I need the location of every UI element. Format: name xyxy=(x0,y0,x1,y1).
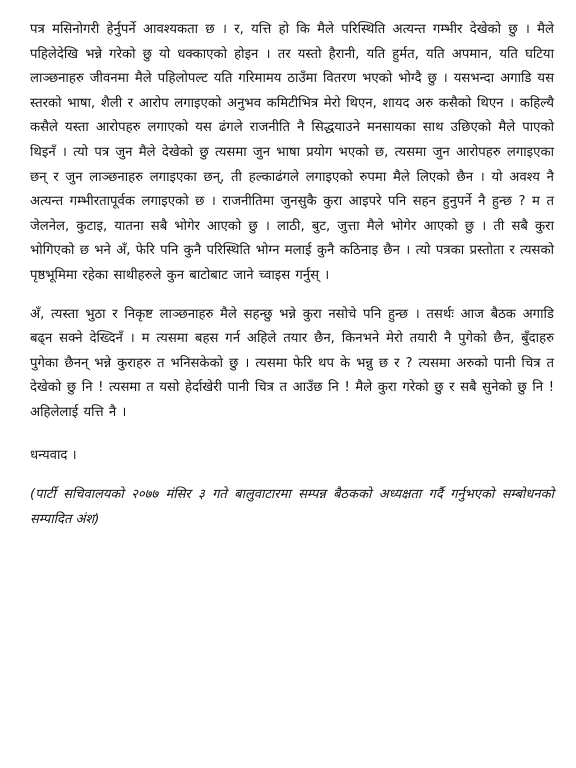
closing-thanks: धन्यवाद । xyxy=(30,447,77,463)
paragraph-1: पत्र मसिनोगरी हेर्नुपर्ने आवश्यकता छ । र, यत्ति हो कि मैले परिस्थिति अत्यन्त गम्भीर देखेको छु । मैले पहिलेदेखि भन्ने गरेको छु यो धक्काएको होइन । तर यस्तो हैरानी, यति हुर्मत, यति अपमान, यति घटिया लाञ्छनाहरु जीवनमा मैले पहिलोपल्ट यति गरिमामय ठाउँमा वितरण भएको भोग्दै छु । यसभन्दा अगाडि यस स्तरको भाषा, शैली र आरोप लगाइएको अनुभव कमिटीभित्र मेरो थिएन, शायद अरु कसैको थिएन । कहिल्यै कसैले यस्ता आरोपहरु लगाएको यस ढंगले राजनीति नै सिद्धयाउने मनसायका साथ उछिएको मैले पाएको थिइनँ । त्यो पत्र जुन मैले देखेको छु त्यसमा जुन भाषा प्रयोग भएको छ, त्यसमा जुन आरोपहरु लगाइएका छन् र जुन लाञ्छनाहरु लगाइएका छन्, ती हल्काढंगले लगाइएको रुपमा मैले लिएको छैन । यो अवश्य नै अत्यन्त गम्भीरतापूर्वक लगाइएको छ । राजनीतिमा जुनसुकै कुरा आइपरे पनि सहन हुनुपर्ने नै हुन्छ ? म त जेलनेल, कुटाइ, यातना सबै भोगेर आएको छु । लाठी, बुट, जुत्ता मैले भोगेर आएको छु । ती सबै कुरा भोगिएको छ भने अँ, फेरि पनि कुनै परिस्थिति भोग्न मलाई कुनै कठिनाइ छैन । त्यो पत्रका प्रस्तोता र त्यसको पृष्ठभूमिमा रहेका साथीहरुले कुन बाटोबाट जाने च्वाइस गर्नुस् । xyxy=(30,22,554,283)
source-note: (पार्टी सचिवालयको २०७७ मंसिर ३ गते बालुवाटारमा सम्पन्न बैठकको अध्यक्षता गर्दै गर्नुभएको सम्बोधनको सम्पादित अंश) xyxy=(30,486,554,527)
paragraph-2: अँ, त्यस्ता भुठा र निकृष्ट लाञ्छनाहरु मैले सहन्छु भन्ने कुरा नसोचे पनि हुन्छ । तसर्थः आज बैठक अगाडि बढ्न सक्ने देख्दिनँ । म त्यसमा बहस गर्न अहिले तयार छैन, किनभने मेरो तयारी नै पुगेको छैन, बुँदाहरु पुगेका छैनन् भन्ने कुराहरु त भनिसकेको छु । त्यसमा फेरि थप के भन्नु छ र ? त्यसमा अरुको पानी चित्र त देखेको छु नि ! त्यसमा त यसो हेर्दाखेरी पानी चित्र त आउँछ नि ! मैले कुरा गरेको छु र सबै सुनेको छु नि ! अहिलेलाई यत्ति नै । xyxy=(30,306,554,420)
